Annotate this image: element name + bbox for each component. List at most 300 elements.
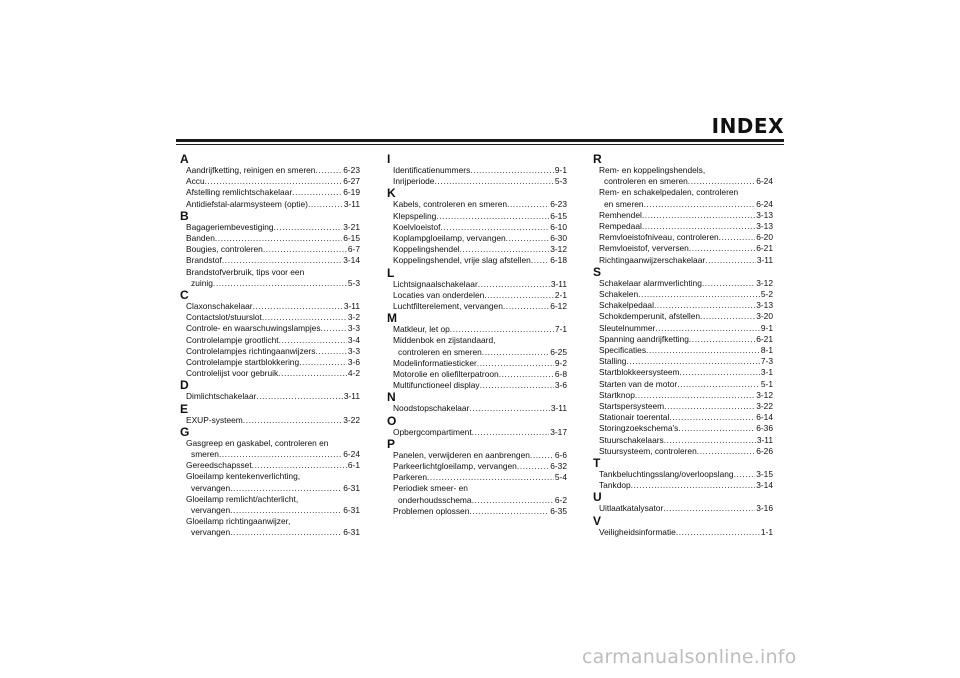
entry-text: Bagageriembevestiging xyxy=(186,221,274,232)
index-entry[interactable] xyxy=(180,312,360,323)
dot-leader xyxy=(507,199,549,210)
entry-text: Controle- en waarschuwingslampjes xyxy=(186,323,321,334)
entry-row xyxy=(393,211,567,222)
entry-text: Stalling xyxy=(599,356,627,367)
index-entry[interactable] xyxy=(593,412,773,423)
entry-row xyxy=(186,460,360,471)
entry-text: Controlelampjes richtingaanwijzers xyxy=(186,345,316,356)
entry-text: Locaties van onderdelen xyxy=(393,289,485,300)
entry-text: Remhendel xyxy=(599,209,642,220)
index-entry[interactable] xyxy=(593,423,773,434)
entry-row xyxy=(393,403,567,414)
entry-text: Schakelen xyxy=(599,289,639,300)
entry-text: Luchtfilterelement, vervangen xyxy=(393,301,503,312)
entry-row xyxy=(599,469,773,480)
dot-leader xyxy=(702,278,755,289)
entry-text: Parkeerlichtgloeilamp, vervangen xyxy=(393,461,517,472)
entry-text: Opbergcompartiment xyxy=(393,426,472,437)
entry-row xyxy=(393,358,567,369)
entry-row xyxy=(599,446,773,457)
section-letter: S xyxy=(593,264,602,279)
page-number: 6-27 xyxy=(343,176,360,187)
dot-leader xyxy=(253,301,343,312)
entry-text-line: Gloeilamp richtingaanwijzer, xyxy=(186,516,291,527)
index-entry[interactable] xyxy=(180,471,360,493)
page-number: 6-19 xyxy=(343,187,360,198)
dot-leader xyxy=(450,324,554,335)
entry-row xyxy=(186,255,360,266)
entry-text: Sleutelnummer xyxy=(599,322,656,333)
index-entry[interactable] xyxy=(180,516,360,538)
entry-text: Koelvloeistof xyxy=(393,221,441,232)
entry-row xyxy=(599,480,773,491)
page-number: 3-16 xyxy=(756,503,773,514)
dot-leader xyxy=(278,368,347,379)
page-number: 6-12 xyxy=(550,301,567,312)
index-entry[interactable] xyxy=(180,199,360,210)
page-number: 6-31 xyxy=(343,527,360,538)
index-entry[interactable] xyxy=(593,435,773,446)
entry-text: Startblokkeersysteem xyxy=(599,367,680,378)
dot-leader xyxy=(503,301,549,312)
dot-leader xyxy=(700,311,755,322)
entry-row xyxy=(393,347,567,358)
index-entry[interactable] xyxy=(387,222,567,233)
dot-leader xyxy=(292,187,342,198)
page-number: 6-32 xyxy=(550,461,567,472)
entry-text: Matkleur, let op xyxy=(393,324,450,335)
index-entry[interactable] xyxy=(180,244,360,255)
index-entry[interactable] xyxy=(387,233,567,244)
entry-row xyxy=(393,176,567,187)
index-entry[interactable] xyxy=(593,390,773,401)
dot-leader xyxy=(705,255,756,266)
index-entry[interactable] xyxy=(593,446,773,457)
page-number: 6-18 xyxy=(550,255,567,266)
page-number: 6-8 xyxy=(554,369,567,380)
page-number: 5-2 xyxy=(760,289,773,300)
dot-leader xyxy=(472,495,554,506)
entry-row xyxy=(393,506,567,517)
index-entry[interactable] xyxy=(593,527,773,538)
index-entry[interactable] xyxy=(180,187,360,198)
entry-row xyxy=(599,176,773,187)
section-letter: R xyxy=(593,152,602,166)
entry-row xyxy=(186,527,360,538)
index-entry[interactable] xyxy=(387,244,567,255)
dot-leader xyxy=(308,199,343,210)
index-entry[interactable] xyxy=(593,334,773,345)
page-number: 6-2 xyxy=(554,494,567,505)
dot-leader xyxy=(642,210,755,221)
page-number: 3-11 xyxy=(756,434,773,445)
page-number: 6-36 xyxy=(756,423,773,434)
index-entry[interactable] xyxy=(387,176,567,187)
dot-leader xyxy=(252,460,347,471)
entry-text: Bougies, controleren xyxy=(186,244,263,255)
index-entry[interactable] xyxy=(593,232,773,243)
page-number: 6-24 xyxy=(343,449,360,460)
dot-leader xyxy=(689,243,755,254)
index-entry[interactable] xyxy=(593,401,773,412)
dot-leader xyxy=(484,290,554,301)
page-number: 6-31 xyxy=(343,505,360,516)
entry-row xyxy=(186,176,360,187)
entry-text-line: Gloeilamp kentekenverlichting, xyxy=(186,471,301,482)
index-entry[interactable] xyxy=(387,290,567,301)
page-number: 3-11 xyxy=(756,254,773,265)
index-entry[interactable] xyxy=(180,222,360,233)
dot-leader xyxy=(644,199,756,210)
page-number: 3-17 xyxy=(550,426,567,437)
entry-row xyxy=(393,165,567,176)
entry-row xyxy=(393,450,567,461)
index-entry[interactable] xyxy=(180,176,360,187)
page-number: 6-21 xyxy=(756,333,773,344)
dot-leader xyxy=(321,323,347,334)
index-entry[interactable] xyxy=(593,469,773,480)
entry-row xyxy=(393,427,567,438)
index-entry[interactable] xyxy=(180,301,360,312)
entry-row xyxy=(186,368,360,379)
index-entry[interactable] xyxy=(387,301,567,312)
page-number: 6-7 xyxy=(347,244,360,255)
entry-text-line: Rem- en schakelpedalen, controleren xyxy=(599,187,739,198)
entry-row xyxy=(186,415,360,426)
index-entry[interactable] xyxy=(387,279,567,290)
page-number: 3-22 xyxy=(756,401,773,412)
entry-row xyxy=(599,379,773,390)
entry-row xyxy=(599,323,773,334)
page-number: 3-15 xyxy=(756,469,773,480)
entry-row xyxy=(393,461,567,472)
page-number: 6-14 xyxy=(756,412,773,423)
page-number: 7-1 xyxy=(554,324,567,335)
entry-text: Stuurschakelaars xyxy=(599,434,664,445)
entry-row xyxy=(186,483,360,494)
entry-text: Richtingaanwijzerschakelaar xyxy=(599,254,706,265)
entry-text: EXUP-systeem xyxy=(186,414,243,425)
page-number: 6-23 xyxy=(550,199,567,210)
index-entry[interactable] xyxy=(593,503,773,514)
entry-row xyxy=(599,300,773,311)
entry-row xyxy=(599,334,773,345)
index-entry[interactable] xyxy=(180,368,360,379)
index-column-3 xyxy=(593,153,773,538)
entry-row xyxy=(186,357,360,368)
index-column-1 xyxy=(180,153,360,539)
index-entry[interactable] xyxy=(593,243,773,254)
dot-leader xyxy=(631,480,756,491)
index-entry[interactable] xyxy=(180,494,360,516)
dot-leader xyxy=(663,503,755,514)
entry-text: Modelinformatiesticker xyxy=(393,357,477,368)
entry-text: Starten van de motor xyxy=(599,378,678,389)
page-number: 6-35 xyxy=(550,505,567,516)
index-entry[interactable] xyxy=(180,255,360,266)
index-entry[interactable] xyxy=(387,211,567,222)
dot-leader xyxy=(530,450,554,461)
dot-leader xyxy=(469,506,549,517)
index-column-2 xyxy=(387,153,567,517)
entry-row xyxy=(393,233,567,244)
index-entry[interactable] xyxy=(387,324,567,335)
dot-leader xyxy=(230,483,342,494)
index-entry[interactable] xyxy=(180,346,360,357)
dot-leader xyxy=(219,449,342,460)
index-entry[interactable] xyxy=(180,415,360,426)
entry-text-line: Middenbok en zijstandaard, xyxy=(393,335,496,346)
index-entry[interactable] xyxy=(180,323,360,334)
index-entry[interactable] xyxy=(180,335,360,346)
index-entry[interactable] xyxy=(387,483,567,505)
entry-text: Contactslot/stuurslot xyxy=(186,312,262,323)
page-number: 3-13 xyxy=(756,221,773,232)
index-entry[interactable] xyxy=(180,233,360,244)
entry-text: vervangen xyxy=(191,482,231,493)
index-entry[interactable] xyxy=(387,403,567,414)
index-entry[interactable] xyxy=(593,300,773,311)
entry-row xyxy=(186,187,360,198)
section-letter: N xyxy=(387,390,396,405)
index-entry[interactable] xyxy=(387,165,567,176)
entry-row xyxy=(599,356,773,367)
dot-leader xyxy=(477,358,554,369)
index-entry[interactable] xyxy=(387,199,567,210)
index-entry[interactable] xyxy=(593,379,773,390)
entry-text: Brandstof xyxy=(186,255,222,266)
page-number: 3-6 xyxy=(554,380,567,391)
section-letter: A xyxy=(180,152,189,166)
page-number: 3-11 xyxy=(550,278,567,289)
index-entry[interactable] xyxy=(387,472,567,483)
entry-text: Schokdemperunit, afstellen xyxy=(599,311,701,322)
index-entry[interactable] xyxy=(180,165,360,176)
page-number: 6-25 xyxy=(550,346,567,357)
entry-text: Panelen, verwijderen en aanbrengen xyxy=(393,449,530,460)
section-letter: E xyxy=(180,401,189,416)
entry-text: Storingzoekschema's xyxy=(599,423,679,434)
index-entry[interactable] xyxy=(593,345,773,356)
page-number: 9-2 xyxy=(554,357,567,368)
section-letter: D xyxy=(180,378,189,393)
entry-text-line: Periodiek smeer- en xyxy=(393,483,468,494)
entry-text: Specificaties xyxy=(599,345,647,356)
entry-row xyxy=(599,527,773,538)
index-entry[interactable] xyxy=(387,506,567,517)
page-number: 3-12 xyxy=(756,277,773,288)
index-entry[interactable] xyxy=(593,255,773,266)
dot-leader xyxy=(626,356,759,367)
dot-leader xyxy=(697,446,755,457)
page-number: 3-13 xyxy=(756,300,773,311)
index-entry[interactable] xyxy=(387,380,567,391)
entry-row xyxy=(599,401,773,412)
entry-text: Multifunctioneel display xyxy=(393,380,480,391)
entry-row xyxy=(599,243,773,254)
entry-text: Koplampgloeilamp, vervangen xyxy=(393,233,506,244)
entry-row xyxy=(599,423,773,434)
entry-row xyxy=(186,278,360,289)
index-entry[interactable] xyxy=(593,480,773,491)
entry-row xyxy=(599,221,773,232)
page-number: 6-24 xyxy=(756,198,773,209)
dot-leader xyxy=(669,412,755,423)
entry-row xyxy=(393,290,567,301)
dot-leader xyxy=(677,379,760,390)
entry-text: Tankdop xyxy=(599,480,631,491)
page-number: 3-11 xyxy=(343,391,360,402)
entry-text: Afstelling remlichtschakelaar xyxy=(186,187,293,198)
page-number: 9-1 xyxy=(760,322,773,333)
entry-row xyxy=(393,472,567,483)
index-entry[interactable] xyxy=(593,278,773,289)
entry-text: Accu xyxy=(186,176,205,187)
index-entry[interactable] xyxy=(387,335,567,357)
dot-leader xyxy=(434,176,553,187)
dot-leader xyxy=(262,312,347,323)
entry-row xyxy=(186,312,360,323)
dot-leader xyxy=(680,367,760,378)
entry-text: Dimlichtschakelaar xyxy=(186,391,257,402)
header-rule-thin xyxy=(176,144,784,145)
entry-text: Tankbeluchtingsslang/overloopslang xyxy=(599,469,734,480)
entry-row xyxy=(599,289,773,300)
page-number: 6-31 xyxy=(343,482,360,493)
page-number: 3-3 xyxy=(347,323,360,334)
entry-row xyxy=(599,278,773,289)
page-number: 3-14 xyxy=(343,255,360,266)
entry-row xyxy=(393,244,567,255)
dot-leader xyxy=(436,211,549,222)
page-number: 3-2 xyxy=(347,312,360,323)
entry-row xyxy=(186,199,360,210)
entry-row xyxy=(599,255,773,266)
dot-leader xyxy=(734,469,756,480)
dot-leader xyxy=(664,435,756,446)
dot-leader xyxy=(256,391,343,402)
dot-leader xyxy=(215,233,342,244)
dot-leader xyxy=(222,255,342,266)
entry-text: vervangen xyxy=(191,527,231,538)
dot-leader xyxy=(719,232,756,243)
entry-text: smeren xyxy=(191,449,219,460)
index-entry[interactable] xyxy=(593,221,773,232)
entry-row xyxy=(393,301,567,312)
entry-text: Motorolie en oliefilterpatroon xyxy=(393,369,499,380)
entry-text: Schakelpedaal xyxy=(599,300,654,311)
entry-text: Controlelampje grootlicht xyxy=(186,334,279,345)
dot-leader xyxy=(480,380,554,391)
index-entry[interactable] xyxy=(387,450,567,461)
dot-leader xyxy=(427,472,554,483)
entry-text: Identificatienummers xyxy=(393,165,471,175)
entry-row xyxy=(186,244,360,255)
entry-text: Spanning aandrijfketting xyxy=(599,333,689,344)
entry-row xyxy=(186,335,360,346)
entry-text: Uitlaatkatalysator xyxy=(599,503,664,514)
entry-text: Controlelampje startblokkering xyxy=(186,357,300,368)
entry-row xyxy=(599,345,773,356)
section-letter: V xyxy=(593,513,602,528)
index-entry[interactable] xyxy=(180,267,360,289)
index-entry[interactable] xyxy=(387,358,567,369)
index-entry[interactable] xyxy=(593,187,773,209)
index-entry[interactable] xyxy=(180,460,360,471)
entry-row xyxy=(186,233,360,244)
index-entry[interactable] xyxy=(387,369,567,380)
entry-text: Aandrijfketting, reinigen en smeren xyxy=(186,165,316,175)
page-number: 6-30 xyxy=(550,233,567,244)
entry-text: vervangen xyxy=(191,505,231,516)
section-letter: O xyxy=(387,413,397,428)
dot-leader xyxy=(274,222,343,233)
index-entry[interactable] xyxy=(593,311,773,322)
entry-row xyxy=(393,369,567,380)
dot-leader xyxy=(315,165,342,176)
entry-text: Schakelaar alarmverlichting xyxy=(599,277,702,288)
page-number: 3-3 xyxy=(347,345,360,356)
page-number: 6-26 xyxy=(756,445,773,456)
index-entry[interactable] xyxy=(593,323,773,334)
section-letter: U xyxy=(593,490,602,505)
entry-text: Claxonschakelaar xyxy=(186,301,253,312)
page-number: 3-11 xyxy=(343,198,360,209)
entry-text: Veiligheidsinformatie xyxy=(599,526,676,537)
page-number: 6-21 xyxy=(756,243,773,254)
page-number: 3-13 xyxy=(756,209,773,220)
dot-leader xyxy=(678,423,755,434)
entry-row xyxy=(599,390,773,401)
index-entry[interactable] xyxy=(387,427,567,438)
entry-text-line: Brandstofverbruik, tips voor een xyxy=(186,266,305,277)
entry-row xyxy=(599,210,773,221)
dot-leader xyxy=(506,233,550,244)
section-letter: L xyxy=(387,265,395,280)
index-entry[interactable] xyxy=(593,289,773,300)
section-letter: M xyxy=(387,311,397,326)
entry-text: Antidiefstal-alarmsysteem (optie) xyxy=(186,198,308,209)
entry-text: Kabels, controleren en smeren xyxy=(393,199,508,210)
index-entry[interactable] xyxy=(593,356,773,367)
index-entry[interactable] xyxy=(387,255,567,266)
index-entry[interactable] xyxy=(593,367,773,378)
entry-text: Inrijperiode xyxy=(393,176,435,187)
entry-row xyxy=(393,255,567,266)
entry-row xyxy=(599,435,773,446)
entry-text: Noodstopschakelaar xyxy=(393,403,470,414)
entry-text: Remvloeistofniveau, controleren xyxy=(599,232,719,243)
dot-leader xyxy=(469,403,550,414)
index-entry[interactable] xyxy=(180,391,360,402)
entry-text: Startspersysteem xyxy=(599,401,665,412)
page-number: 5-3 xyxy=(347,277,360,288)
index-entry[interactable] xyxy=(180,357,360,368)
header-rule-thick xyxy=(176,139,784,142)
index-entry[interactable] xyxy=(593,165,773,187)
page-number: 4-2 xyxy=(347,368,360,379)
section-letter: T xyxy=(593,456,601,471)
index-entry[interactable] xyxy=(593,210,773,221)
entry-text: Parkeren xyxy=(393,472,427,483)
page-number: 6-20 xyxy=(756,232,773,243)
page-number: 5-3 xyxy=(554,176,567,187)
dot-leader xyxy=(263,244,347,255)
index-entry[interactable] xyxy=(180,438,360,460)
index-entry[interactable] xyxy=(387,461,567,472)
dot-leader xyxy=(676,527,760,538)
entry-text-line: Gloeilamp remlicht/achterlicht, xyxy=(186,493,299,504)
